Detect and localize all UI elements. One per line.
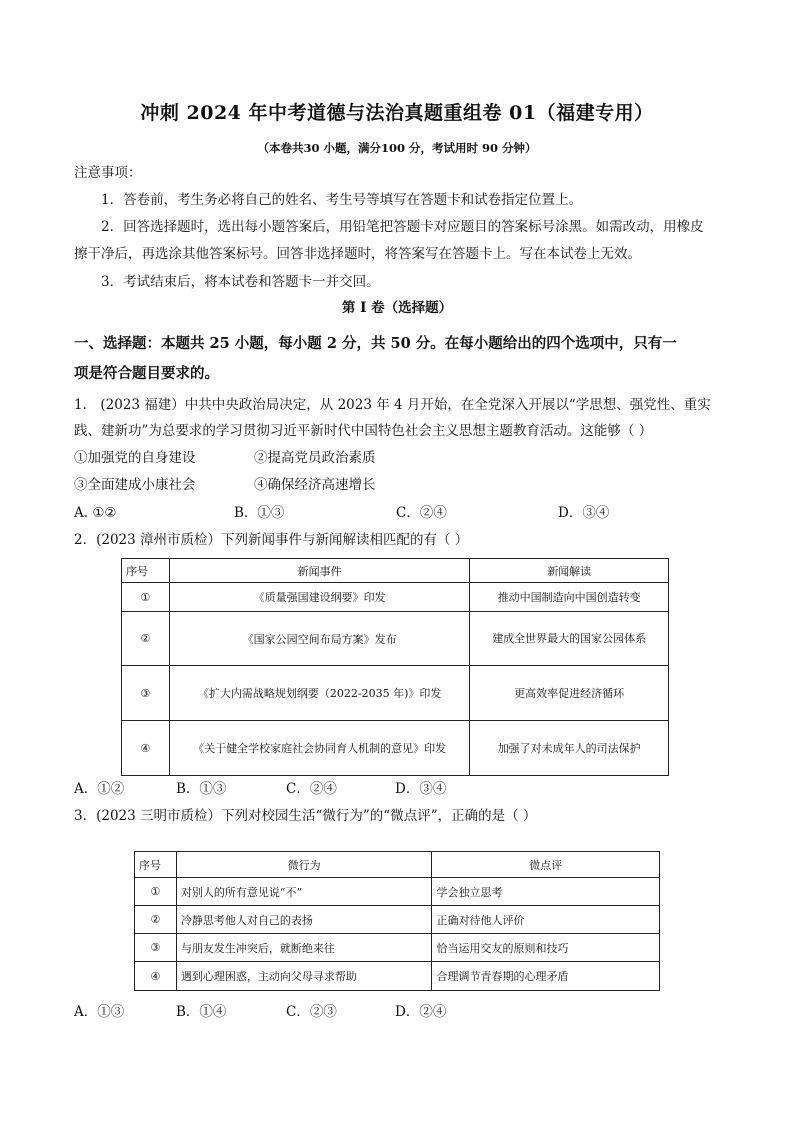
table-row <box>135 934 660 962</box>
news-event: 《国家公园空间布局方案》发布 <box>169 612 469 666</box>
row-number: ① <box>122 583 170 612</box>
news-event: 《质量强国建设纲要》印发 <box>169 583 469 612</box>
header-cell: 微行为 <box>176 852 432 878</box>
q2-option-d: D．③④ <box>395 781 447 797</box>
q1-statement-3: ③全面建成小康社会 <box>74 477 196 493</box>
q1-option-c: C．②④ <box>396 505 447 521</box>
table-row <box>122 721 669 776</box>
news-interpretation: 推动中国制造向中国创造转变 <box>470 583 669 612</box>
q1-option-d: D．③④ <box>558 505 610 521</box>
table-row <box>122 583 669 612</box>
q3-option-d: D．②④ <box>395 1004 447 1020</box>
q1-option-a: A. ①② <box>74 505 117 521</box>
q1-stem-line2: 践、建新功”为总要求的学习贯彻习近平新时代中国特色社会主义思想主题教育活动。这能够（ ） <box>74 423 653 439</box>
q2-table <box>121 558 669 776</box>
section-heading-line1: 一、选择题：本题共 25 小题，每小题 2 分，共 50 分。在每小题给出的四个选项中，只有一 <box>74 335 677 352</box>
notice-item-3: 3．考试结束后，将本试卷和答题卡一并交回。 <box>101 274 380 290</box>
page-subtitle: （本卷共30 小题，满分100 分，考试用时 90 分钟） <box>257 141 537 155</box>
news-interpretation: 加强了对未成年人的司法保护 <box>470 721 669 776</box>
row-number: ④ <box>135 962 177 991</box>
micro-comment: 正确对待他人评价 <box>432 906 660 934</box>
header-cell: 新闻解读 <box>470 559 669 583</box>
notice-item-2-line2: 擦干净后，再选涂其他答案标号。回答非选择题时，将答案写在答题卡上。写在本试卷上无效。 <box>74 246 641 262</box>
micro-behavior: 遇到心理困惑，主动向父母寻求帮助 <box>176 962 432 991</box>
q2-option-b: B．①③ <box>176 781 227 797</box>
table-row <box>135 878 660 906</box>
q2-option-c: C．②④ <box>286 781 337 797</box>
news-interpretation: 更高效率促进经济循环 <box>470 666 669 721</box>
table-row <box>122 612 669 666</box>
table-header-row <box>135 852 660 878</box>
q1-option-b: B．①③ <box>234 505 285 521</box>
notice-item-1: 1．答卷前，考生务必将自己的姓名、考生号等填写在答题卡和试卷指定位置上。 <box>101 192 583 208</box>
q3-option-a: A．①③ <box>74 1004 125 1020</box>
micro-behavior: 与朋友发生冲突后，就断绝来往 <box>176 934 432 962</box>
news-interpretation: 建成全世界最大的国家公园体系 <box>470 612 669 666</box>
table-row <box>135 962 660 991</box>
micro-comment: 恰当运用交友的原则和技巧 <box>432 934 660 962</box>
news-event: 《关于健全学校家庭社会协同育人机制的意见》印发 <box>169 721 469 776</box>
q1-statement-2: ②提高党员政治素质 <box>254 450 376 466</box>
q1-statement-4: ④确保经济高速增长 <box>254 477 376 493</box>
micro-comment: 学会独立思考 <box>432 878 660 906</box>
q3-table <box>134 851 660 991</box>
row-number: ① <box>135 878 177 906</box>
header-cell: 序号 <box>135 852 177 878</box>
q2-option-a: A．①② <box>74 781 125 797</box>
q2-stem: 2．(2023 漳州市质检）下列新闻事件与新闻解读相匹配的有（ ） <box>74 532 469 548</box>
table-row <box>122 666 669 721</box>
notice-item-2-line1: 2．回答选择题时，选出每小题答案后，用铅笔把答题卡对应题目的答案标号涂黑。如需改动，用橡皮 <box>101 219 704 235</box>
q1-statement-1: ①加强党的自身建设 <box>74 450 196 466</box>
news-event: 《扩大内需战略规划纲要（2022-2035 年)》印发 <box>169 666 469 721</box>
micro-behavior: 冷静思考他人对自己的表扬 <box>176 906 432 934</box>
q3-option-c: C．②③ <box>286 1004 337 1020</box>
row-number: ③ <box>122 666 170 721</box>
header-cell: 序号 <box>122 559 170 583</box>
q3-stem: 3．(2023 三明市质检）下列对校园生活“微行为”的“微点评”，正确的是（ ） <box>74 808 537 824</box>
row-number: ③ <box>135 934 177 962</box>
header-cell: 新闻事件 <box>169 559 469 583</box>
q1-stem-line1: 1． (2023 福建）中共中央政治局决定，从 2023 年 4 月开始，在全党深入开展以“学思想、强党性、重实 <box>74 397 711 413</box>
row-number: ④ <box>122 721 170 776</box>
row-number: ② <box>122 612 170 666</box>
notice-heading: 注意事项： <box>74 165 142 181</box>
part-title: 第 I 卷（选择题） <box>341 300 453 316</box>
table-header-row <box>122 559 669 583</box>
q3-option-b: B．①④ <box>176 1004 227 1020</box>
row-number: ② <box>135 906 177 934</box>
micro-comment: 合理调节青春期的心理矛盾 <box>432 962 660 991</box>
page-title: 冲刺 2024 年中考道德与法治真题重组卷 01（福建专用） <box>140 102 654 124</box>
header-cell: 微点评 <box>432 852 660 878</box>
micro-behavior: 对别人的所有意见说“不” <box>176 878 432 906</box>
section-heading-line2: 项是符合题目要求的。 <box>74 365 219 382</box>
table-row <box>135 906 660 934</box>
